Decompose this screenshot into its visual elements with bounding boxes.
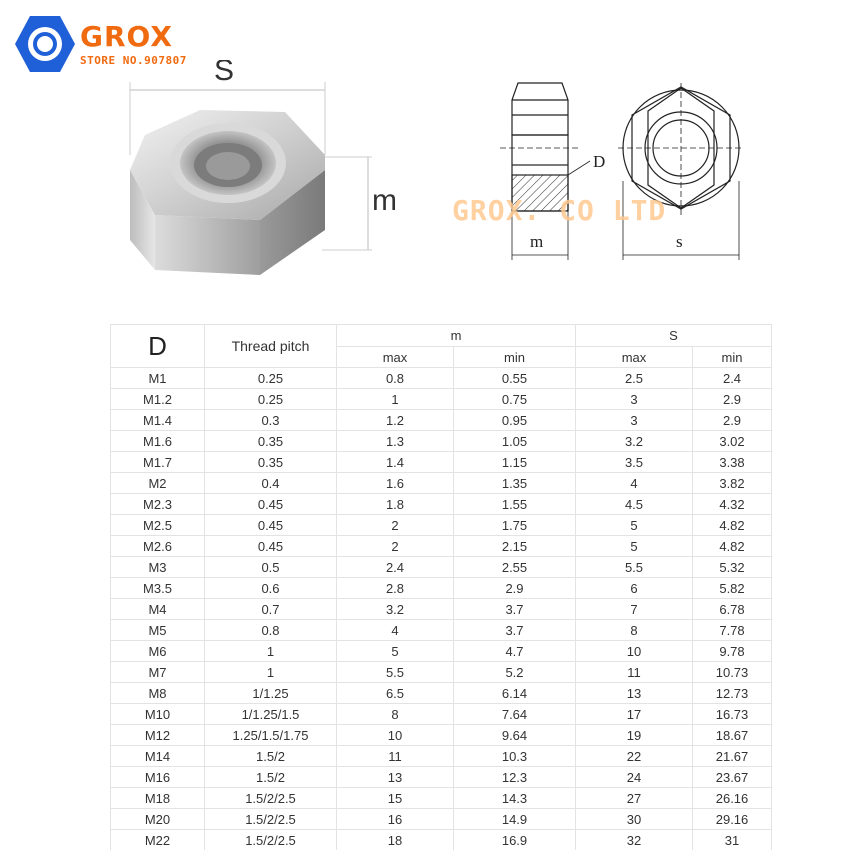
cell-s-min: 2.4	[693, 368, 772, 389]
cell-m-min: 2.9	[454, 578, 576, 599]
cell-m-max: 2	[337, 515, 454, 536]
cell-s-max: 22	[576, 746, 693, 767]
header-thread-pitch: Thread pitch	[205, 325, 337, 368]
cell-d: M5	[111, 620, 205, 641]
cell-s-min: 6.78	[693, 599, 772, 620]
cell-m-min: 1.35	[454, 473, 576, 494]
cell-s-min: 16.73	[693, 704, 772, 725]
hexagon-nut-icon	[14, 14, 76, 74]
cell-thread-pitch: 1	[205, 641, 337, 662]
cell-d: M12	[111, 725, 205, 746]
cell-thread-pitch: 1.5/2/2.5	[205, 788, 337, 809]
cell-m-min: 5.2	[454, 662, 576, 683]
cell-d: M1.4	[111, 410, 205, 431]
cell-s-min: 5.32	[693, 557, 772, 578]
cell-m-min: 0.95	[454, 410, 576, 431]
cell-d: M20	[111, 809, 205, 830]
cell-m-min: 3.7	[454, 599, 576, 620]
cell-s-max: 13	[576, 683, 693, 704]
cell-thread-pitch: 1	[205, 662, 337, 683]
cell-s-min: 4.82	[693, 536, 772, 557]
cell-s-max: 3.5	[576, 452, 693, 473]
photo-s-label: S	[214, 60, 235, 87]
cell-s-min: 10.73	[693, 662, 772, 683]
cell-s-max: 3	[576, 410, 693, 431]
table-row	[111, 599, 772, 620]
cell-m-min: 16.9	[454, 830, 576, 850]
cell-m-max: 18	[337, 830, 454, 850]
cell-thread-pitch: 0.45	[205, 536, 337, 557]
table-row	[111, 389, 772, 410]
cell-s-max: 24	[576, 767, 693, 788]
header-s-max: max	[576, 347, 693, 368]
drawing-m-label: m	[530, 232, 544, 251]
cell-m-max: 1.3	[337, 431, 454, 452]
cell-d: M2.3	[111, 494, 205, 515]
cell-m-max: 6.5	[337, 683, 454, 704]
cell-s-min: 26.16	[693, 788, 772, 809]
cell-thread-pitch: 1/1.25	[205, 683, 337, 704]
cell-s-max: 19	[576, 725, 693, 746]
cell-m-max: 8	[337, 704, 454, 725]
cell-m-max: 1.4	[337, 452, 454, 473]
dimension-table	[110, 324, 772, 850]
table-row	[111, 620, 772, 641]
cell-s-min: 3.02	[693, 431, 772, 452]
cell-thread-pitch: 0.35	[205, 452, 337, 473]
cell-s-max: 5.5	[576, 557, 693, 578]
cell-d: M1	[111, 368, 205, 389]
cell-s-min: 29.16	[693, 809, 772, 830]
table-row	[111, 578, 772, 599]
table-row	[111, 809, 772, 830]
table-row	[111, 746, 772, 767]
cell-m-min: 2.55	[454, 557, 576, 578]
table-row	[111, 641, 772, 662]
header-m-max: max	[337, 347, 454, 368]
cell-d: M10	[111, 704, 205, 725]
cell-s-max: 3.2	[576, 431, 693, 452]
cell-m-max: 2.8	[337, 578, 454, 599]
cell-s-max: 11	[576, 662, 693, 683]
cell-m-min: 1.55	[454, 494, 576, 515]
cell-thread-pitch: 1.25/1.5/1.75	[205, 725, 337, 746]
cell-d: M16	[111, 767, 205, 788]
table-body	[111, 368, 772, 850]
cell-s-min: 4.82	[693, 515, 772, 536]
cell-thread-pitch: 1.5/2	[205, 746, 337, 767]
cell-s-min: 3.82	[693, 473, 772, 494]
cell-m-min: 3.7	[454, 620, 576, 641]
cell-m-max: 1.2	[337, 410, 454, 431]
header-s: S	[576, 325, 772, 347]
cell-thread-pitch: 0.5	[205, 557, 337, 578]
cell-d: M3.5	[111, 578, 205, 599]
logo-store-number: STORE NO.907807	[80, 54, 187, 67]
table-row	[111, 704, 772, 725]
cell-s-min: 21.67	[693, 746, 772, 767]
cell-s-min: 3.38	[693, 452, 772, 473]
cell-d: M6	[111, 641, 205, 662]
cell-thread-pitch: 1.5/2/2.5	[205, 830, 337, 850]
cell-thread-pitch: 0.6	[205, 578, 337, 599]
table-row	[111, 494, 772, 515]
cell-m-max: 2.4	[337, 557, 454, 578]
cell-s-min: 4.32	[693, 494, 772, 515]
cell-m-min: 1.75	[454, 515, 576, 536]
table-row	[111, 410, 772, 431]
cell-s-max: 8	[576, 620, 693, 641]
photo-m-label: m	[372, 184, 397, 217]
cell-d: M3	[111, 557, 205, 578]
cell-m-max: 4	[337, 620, 454, 641]
cell-m-max: 1.8	[337, 494, 454, 515]
cell-s-max: 7	[576, 599, 693, 620]
cell-d: M2.5	[111, 515, 205, 536]
table-row	[111, 473, 772, 494]
cell-thread-pitch: 0.4	[205, 473, 337, 494]
cell-s-max: 27	[576, 788, 693, 809]
cell-m-max: 13	[337, 767, 454, 788]
table-row	[111, 536, 772, 557]
cell-m-max: 2	[337, 536, 454, 557]
cell-s-min: 2.9	[693, 410, 772, 431]
cell-m-min: 7.64	[454, 704, 576, 725]
cell-s-max: 2.5	[576, 368, 693, 389]
cell-s-min: 9.78	[693, 641, 772, 662]
table-row	[111, 557, 772, 578]
hex-nut-photo	[110, 60, 420, 310]
table-row	[111, 662, 772, 683]
header-s-min: min	[693, 347, 772, 368]
drawing-d-label: D	[593, 152, 606, 171]
table-row	[111, 683, 772, 704]
cell-d: M1.7	[111, 452, 205, 473]
cell-s-min: 18.67	[693, 725, 772, 746]
cell-s-min: 2.9	[693, 389, 772, 410]
cell-m-max: 1.6	[337, 473, 454, 494]
cell-s-min: 23.67	[693, 767, 772, 788]
cell-m-min: 9.64	[454, 725, 576, 746]
cell-s-min: 12.73	[693, 683, 772, 704]
cell-d: M2	[111, 473, 205, 494]
cell-thread-pitch: 0.25	[205, 368, 337, 389]
cell-thread-pitch: 1.5/2/2.5	[205, 809, 337, 830]
cell-s-min: 5.82	[693, 578, 772, 599]
technical-drawing	[490, 75, 770, 270]
cell-s-max: 6	[576, 578, 693, 599]
header-m-min: min	[454, 347, 576, 368]
cell-d: M2.6	[111, 536, 205, 557]
table-row	[111, 767, 772, 788]
table-row	[111, 788, 772, 809]
cell-m-min: 14.9	[454, 809, 576, 830]
cell-thread-pitch: 0.7	[205, 599, 337, 620]
cell-d: M1.6	[111, 431, 205, 452]
cell-s-max: 3	[576, 389, 693, 410]
cell-s-max: 5	[576, 536, 693, 557]
cell-d: M8	[111, 683, 205, 704]
table-row	[111, 431, 772, 452]
cell-thread-pitch: 0.8	[205, 620, 337, 641]
cell-d: M22	[111, 830, 205, 850]
cell-d: M18	[111, 788, 205, 809]
watermark-text: GROX. CO LTD	[452, 194, 667, 227]
cell-thread-pitch: 0.3	[205, 410, 337, 431]
cell-thread-pitch: 0.25	[205, 389, 337, 410]
cell-d: M4	[111, 599, 205, 620]
cell-m-min: 1.15	[454, 452, 576, 473]
table-row	[111, 830, 772, 850]
cell-thread-pitch: 0.45	[205, 494, 337, 515]
cell-s-max: 4.5	[576, 494, 693, 515]
cell-m-max: 11	[337, 746, 454, 767]
cell-s-max: 10	[576, 641, 693, 662]
cell-m-min: 1.05	[454, 431, 576, 452]
cell-s-max: 32	[576, 830, 693, 850]
cell-s-max: 17	[576, 704, 693, 725]
logo-brand-name: GROX	[80, 20, 173, 53]
cell-m-min: 4.7	[454, 641, 576, 662]
table-row	[111, 368, 772, 389]
cell-s-max: 4	[576, 473, 693, 494]
drawing-s-label: s	[676, 232, 683, 251]
cell-m-max: 0.8	[337, 368, 454, 389]
cell-m-min: 12.3	[454, 767, 576, 788]
header-d: D	[111, 325, 205, 368]
cell-m-max: 1	[337, 389, 454, 410]
cell-m-min: 10.3	[454, 746, 576, 767]
cell-s-max: 5	[576, 515, 693, 536]
cell-m-max: 5	[337, 641, 454, 662]
cell-m-min: 14.3	[454, 788, 576, 809]
table-row	[111, 515, 772, 536]
cell-thread-pitch: 0.35	[205, 431, 337, 452]
cell-s-max: 30	[576, 809, 693, 830]
table-row	[111, 725, 772, 746]
cell-s-min: 31	[693, 830, 772, 850]
cell-m-max: 3.2	[337, 599, 454, 620]
cell-thread-pitch: 1.5/2	[205, 767, 337, 788]
cell-m-min: 2.15	[454, 536, 576, 557]
header-m: m	[337, 325, 576, 347]
cell-m-max: 15	[337, 788, 454, 809]
cell-d: M7	[111, 662, 205, 683]
cell-m-min: 0.55	[454, 368, 576, 389]
cell-m-max: 5.5	[337, 662, 454, 683]
cell-thread-pitch: 0.45	[205, 515, 337, 536]
cell-m-min: 0.75	[454, 389, 576, 410]
cell-thread-pitch: 1/1.25/1.5	[205, 704, 337, 725]
cell-m-max: 10	[337, 725, 454, 746]
cell-m-min: 6.14	[454, 683, 576, 704]
cell-s-min: 7.78	[693, 620, 772, 641]
table-row	[111, 452, 772, 473]
cell-m-max: 16	[337, 809, 454, 830]
cell-d: M1.2	[111, 389, 205, 410]
cell-d: M14	[111, 746, 205, 767]
